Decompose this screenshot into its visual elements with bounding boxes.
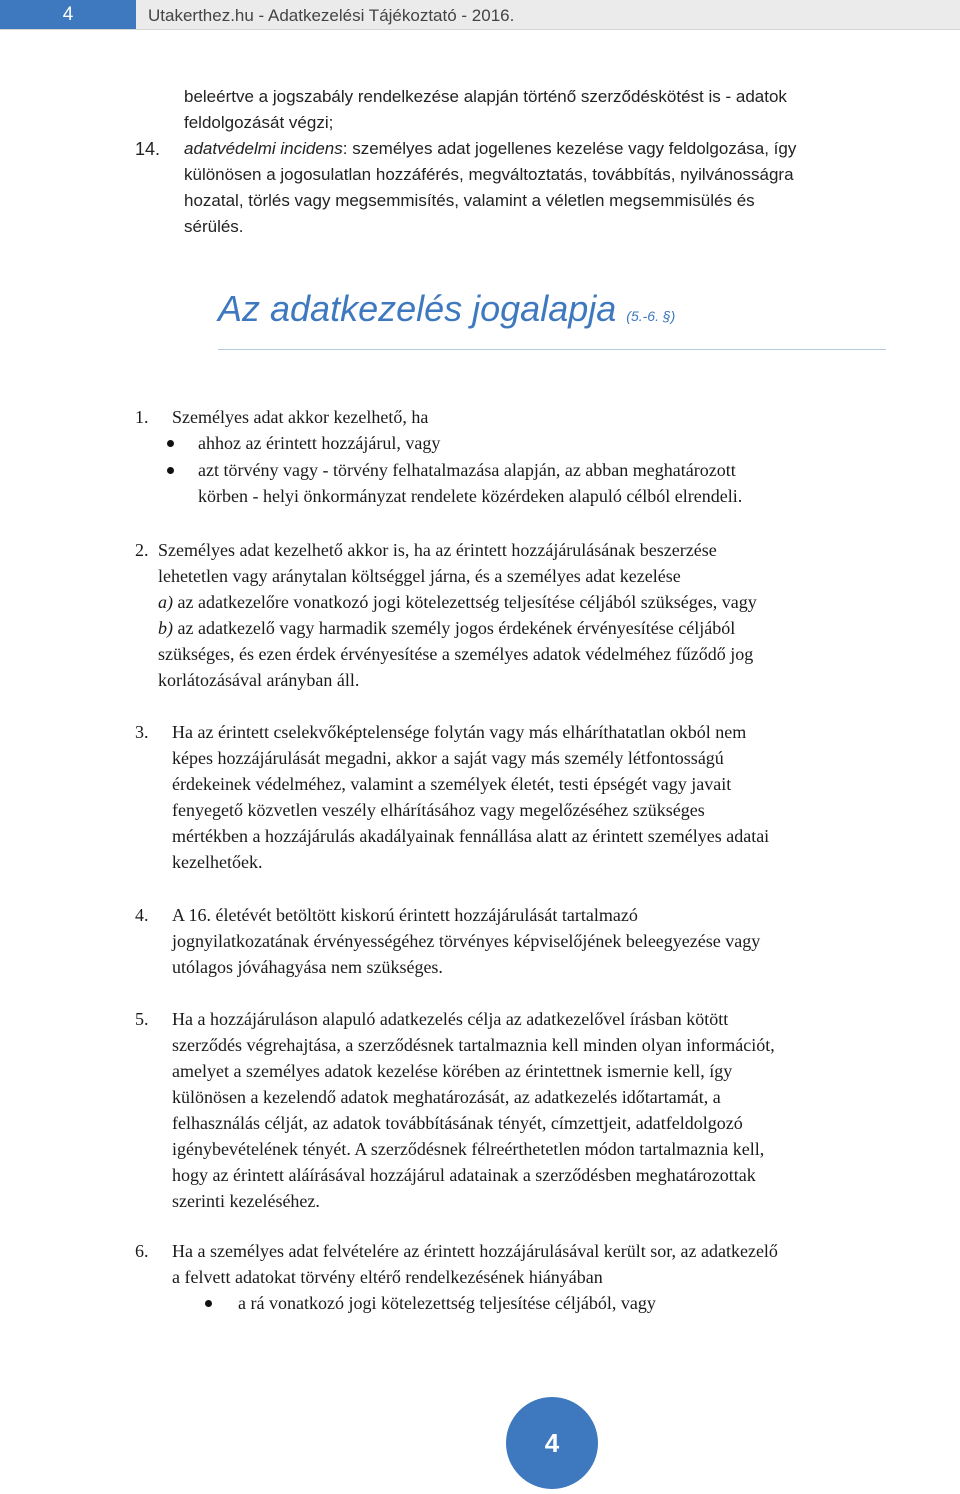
item-14-number: 14. (135, 139, 161, 159)
p4-line-1: A 16. életévét betöltött kiskorú érintett hozzájárulását tartalmazó (172, 905, 638, 925)
p2-line-6: korlátozásával arányban áll. (158, 670, 360, 690)
p5-line-1: Ha a hozzájáruláson alapuló adatkezelés célja az adatkezelővel írásban kötött (172, 1009, 729, 1029)
p5-line-7: hogy az érintett aláírásával hozzájárul adatainak a szerződésben meghatározottak (172, 1165, 756, 1185)
header-page-number: 4 (0, 0, 136, 29)
p3-number: 3. (135, 722, 149, 742)
p6-line-2: a felvett adatokat törvény eltérő rendelkezésének hiányában (172, 1267, 603, 1287)
p3-line-3: érdekeinek védelméhez, valamint a személyek életét, testi épségét vagy javait (172, 774, 732, 794)
bullet-icon (167, 440, 174, 447)
p1-bullet-1: ahhoz az érintett hozzájárul, vagy (198, 433, 441, 453)
p2-line-2: lehetetlen vagy aránytalan költséggel járna, és a személyes adat kezelése (158, 566, 681, 586)
bullet-icon (205, 1300, 212, 1307)
item-14-line-3: hozatal, törlés vagy megsemmisítés, valamint a véletlen megsemmisülés és (184, 191, 755, 210)
p3-line-5: mértékben a hozzájárulás akadályainak fennállása alatt az érintett személyes adatai (172, 826, 770, 846)
intro-line-1: beleértve a jogszabály rendelkezése alapján történő szerződéskötést is - adatok (184, 87, 787, 106)
p2-number: 2. (135, 540, 149, 560)
p3-line-4: fenyegető közvetlen veszély elhárításához vagy megelőzéséhez szükséges (172, 800, 705, 820)
p5-line-5: felhasználás célját, az adatok továbbításának tényét, címzettjeit, adatfeldolgozó (172, 1113, 743, 1133)
running-header (0, 0, 960, 30)
p2-line-1: Személyes adat kezelhető akkor is, ha az érintett hozzájárulásának beszerzése (158, 540, 717, 560)
heading-underline (218, 349, 886, 350)
p4-line-2: jognyilatkozatának érvényességéhez törvényes képviselőjének beleegyezése vagy (172, 931, 761, 951)
p4-line-3: utólagos jóváhagyása nem szükséges. (172, 957, 443, 977)
intro-line-2: feldolgozását végzi; (184, 113, 334, 132)
p6-line-1: Ha a személyes adat felvételére az érintett hozzájárulásával került sor, az adatkezelő (172, 1241, 778, 1261)
p5-line-4: különösen a kezelendő adatok meghatározását, az adatkezelés időtartamát, a (172, 1087, 721, 1107)
p2-line-b: b) az adatkezelő vagy harmadik személy jogos érdekének érvényesítése céljából (158, 618, 736, 638)
p6-number: 6. (135, 1241, 149, 1261)
p2-line-a: a) az adatkezelőre vonatkozó jogi kötelezettség teljesítése céljából szükséges, vagy (158, 592, 757, 612)
p5-line-3: amelyet a személyes adatok kezelése körében az érintettnek ismernie kell, így (172, 1061, 733, 1081)
p5-line-8: szerinti kezeléséhez. (172, 1191, 320, 1211)
p5-line-2: szerződés végrehajtása, a szerződésnek tartalmaznia kell minden olyan információt, (172, 1035, 775, 1055)
p1-bullet-2-line-2: körben - helyi önkormányzat rendelete közérdeken alapuló célból elrendeli. (198, 486, 743, 506)
p3-line-6: kezelhetőek. (172, 852, 263, 872)
p2-marker-a: a) (158, 592, 173, 612)
item-14-line-2: különösen a jogosulatlan hozzáférés, megváltoztatás, továbbítás, nyilvánosságra (184, 165, 794, 184)
section-heading: Az adatkezelés jogalapja (5.-6. §) (218, 288, 676, 329)
p4-number: 4. (135, 905, 149, 925)
section-heading-ref: (5.-6. §) (626, 308, 676, 324)
p1-bullet-2-line-1: azt törvény vagy - törvény felhatalmazása alapján, az abban meghatározott (198, 460, 736, 480)
p3-line-2: képes hozzájárulását megadni, akkor a saját vagy más személy létfontosságú (172, 748, 724, 768)
p2-marker-b: b) (158, 618, 173, 638)
p5-number: 5. (135, 1009, 149, 1029)
item-14-line-1: adatvédelmi incidens: személyes adat jogellenes kezelése vagy feldolgozása, így (184, 139, 797, 158)
footer-page-number: 4 (506, 1397, 598, 1489)
item-14-line-4: sérülés. (184, 217, 244, 236)
p1-number: 1. (135, 407, 149, 427)
header-title: Utakerthez.hu - Adatkezelési Tájékoztató - 2016. (148, 6, 515, 25)
item-14-term: adatvédelmi incidens (184, 139, 343, 158)
p3-line-1: Ha az érintett cselekvőképtelensége folytán vagy más elháríthatatlan okból nem (172, 722, 747, 742)
p1-lead: Személyes adat akkor kezelhető, ha (172, 407, 429, 427)
p5-line-6: igénybevételének tényét. A szerződésnek félreérthetetlen módon tartalmaznia kell, (172, 1139, 765, 1159)
p2-line-5: szükséges, és ezen érdek érvényesítése a személyes adatok védelméhez fűződő jog (158, 644, 754, 664)
bullet-icon (167, 467, 174, 474)
p6-bullet-1: a rá vonatkozó jogi kötelezettség teljesítése céljából, vagy (238, 1293, 656, 1313)
